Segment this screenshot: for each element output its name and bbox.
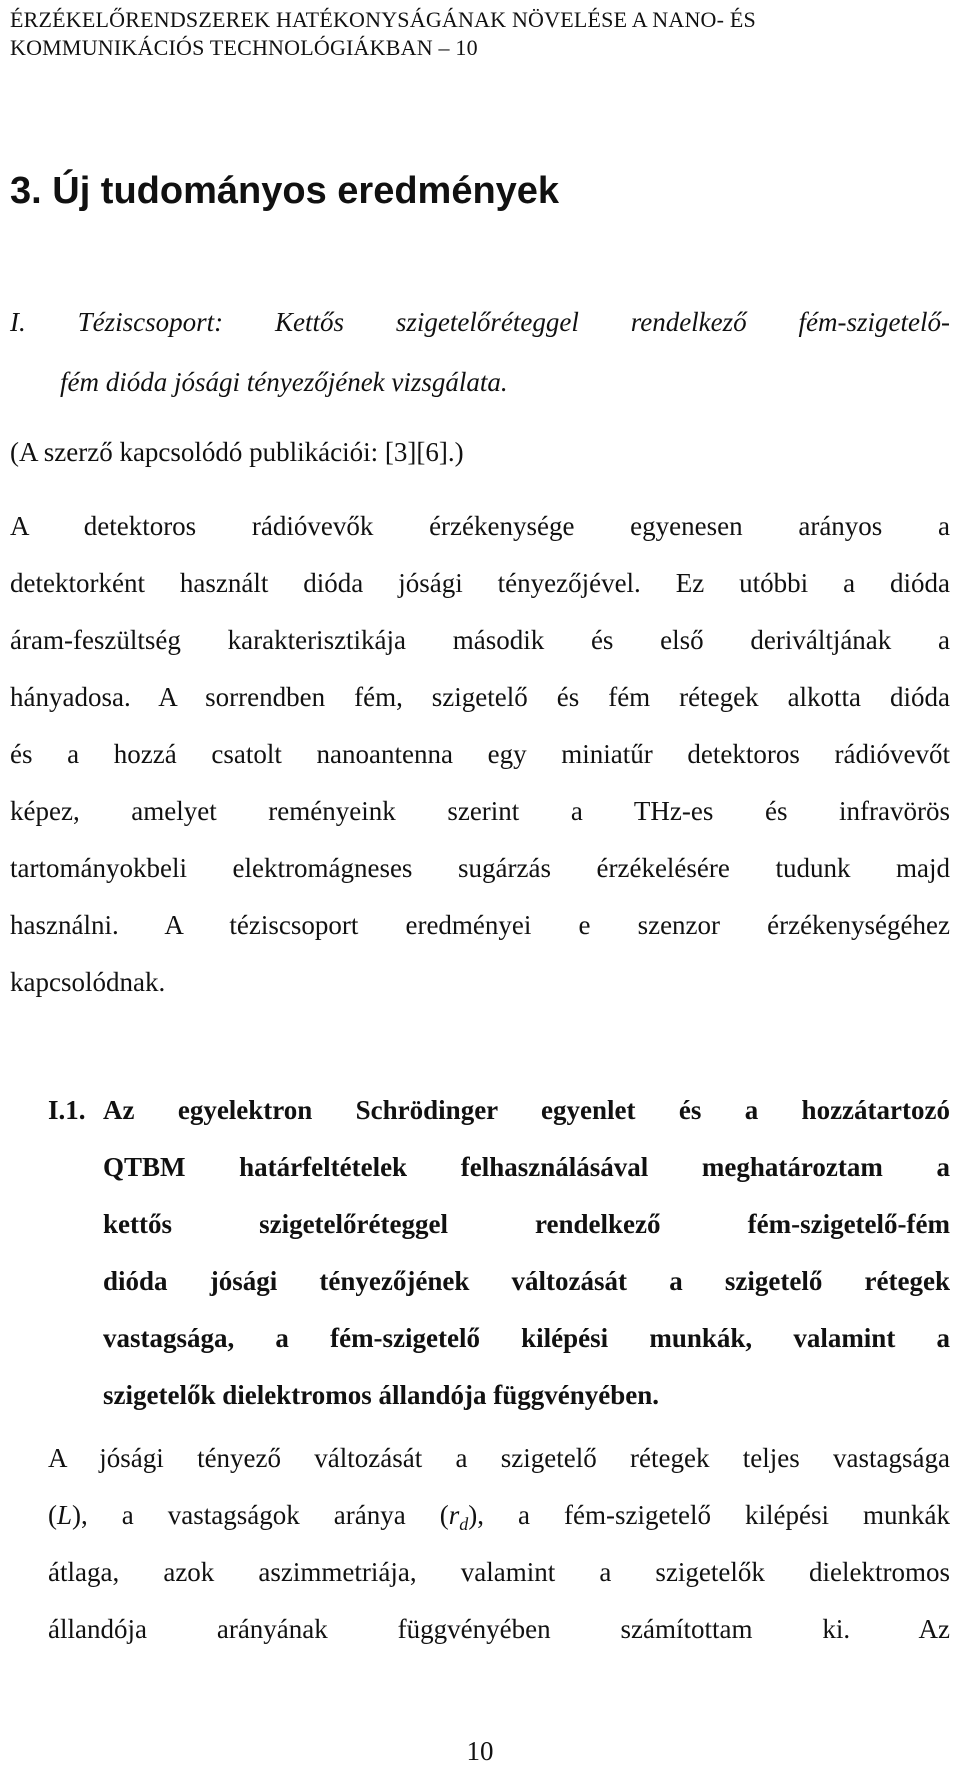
thesis-point-first-line (48, 1082, 950, 1139)
intro-line: és a hozzá csatolt nanoantenna egy miniatűr detektoros rádióvevőt (10, 739, 950, 769)
thesis-point-number: I.1. (48, 1095, 86, 1125)
page-number: 10 (466, 1736, 494, 1766)
intro-line: áram-feszültség karakterisztikája második és első deriváltjának a (10, 625, 950, 655)
variable-l: L (57, 1500, 73, 1530)
result-line-with-variables (48, 1487, 950, 1544)
intro-line: használni. A téziscsoport eredményei e szenzor érzékenységéhez (10, 910, 950, 940)
running-header-line-1: ÉRZÉKELŐRENDSZEREK HATÉKONYSÁGÁNAK NÖVELÉSE A NANO- ÉS (10, 7, 756, 32)
intro-line: A detektoros rádióvevők érzékenysége egyenesen arányos a (10, 511, 950, 541)
result-line: állandója arányának függvényében számítottam ki. Az (48, 1614, 950, 1644)
result-line: átlaga, azok aszimmetriája, valamint a szigetelők dielektromos (48, 1557, 950, 1587)
variable-r: r (448, 1500, 460, 1530)
thesis-point-1 (48, 1082, 950, 1424)
result-line: A jósági tényező változását a szigetelő rétegek teljes vastagsága (48, 1443, 950, 1473)
thesis-group-line-1: I. Téziscsoport: Kettős szigetelőréteggel rendelkező fém-szigetelő- (10, 307, 950, 337)
related-publications: (A szerző kapcsolódó publikációi: [3][6].) (10, 437, 464, 467)
section-title: 3. Új tudományos eredmények (10, 170, 560, 212)
intro-line: hányadosa. A sorrendben fém, szigetelő és fém rétegek alkotta dióda (10, 682, 950, 712)
running-header (10, 6, 950, 62)
thesis-point-line: kettős szigetelőréteggel rendelkező fém-szigetelő-fém (103, 1209, 950, 1239)
intro-line: képez, amelyet reményeink szerint a THz-es és infravörös (10, 796, 950, 826)
result-text: ), a vastagságok aránya ( (72, 1500, 449, 1530)
variable-subscript-d: d (459, 1514, 469, 1534)
thesis-point-line: QTBM határfeltételek felhasználásával meghatároztam a (103, 1152, 950, 1182)
thesis-point-line: szigetelők dielektromos állandója függvényében. (103, 1380, 659, 1410)
result-text: ), a fém-szigetelő kilépési munkák (468, 1500, 950, 1530)
thesis-point-line: vastagsága, a fém-szigetelő kilépési munkák, valamint a (103, 1323, 950, 1353)
thesis-group-heading (10, 292, 950, 412)
result-paragraph (48, 1430, 950, 1658)
thesis-point-line: dióda jósági tényezőjének változását a szigetelő rétegek (103, 1266, 950, 1296)
intro-paragraph (10, 498, 950, 1011)
intro-line: tartományokbeli elektromágneses sugárzás érzékelésére tudunk majd (10, 853, 950, 883)
thesis-group-line-2: fém dióda jósági tényezőjének vizsgálata. (60, 367, 508, 397)
thesis-point-line: Az egyelektron Schrödinger egyenlet és a hozzátartozó (103, 1095, 950, 1125)
running-header-line-2: KOMMUNIKÁCIÓS TECHNOLÓGIÁKBAN – 10 (10, 35, 478, 60)
intro-line: detektorként használt dióda jósági tényezőjével. Ez utóbbi a dióda (10, 568, 950, 598)
intro-line: kapcsolódnak. (10, 967, 166, 997)
result-text: ( (48, 1500, 57, 1530)
